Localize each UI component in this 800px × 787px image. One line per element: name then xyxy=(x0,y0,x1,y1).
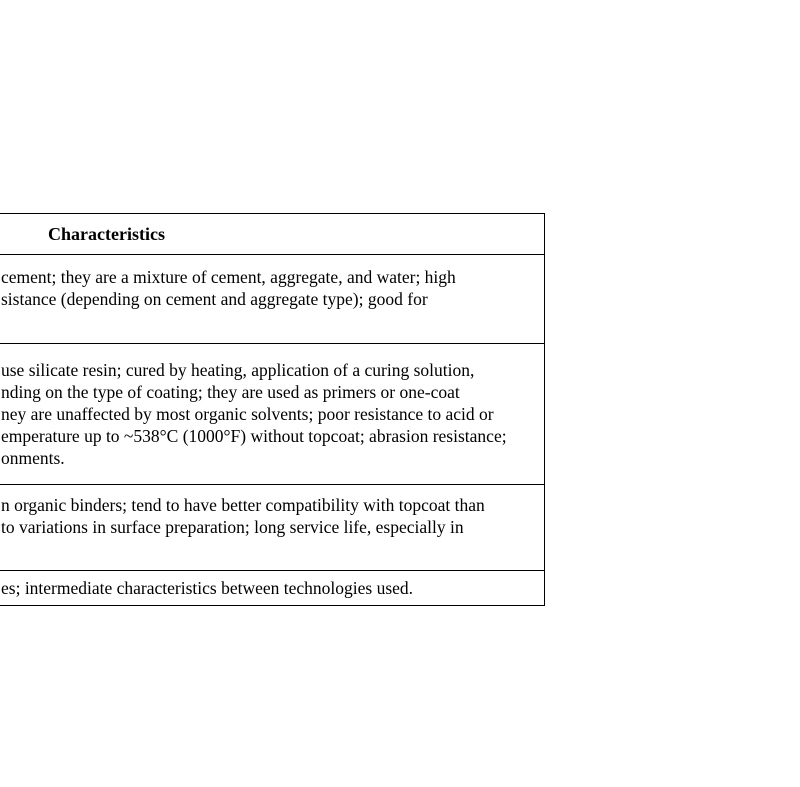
table-header-row xyxy=(0,214,544,255)
row-1-line-2: sistance (depending on cement and aggregate type); good for xyxy=(1,289,428,309)
row-2-line-2: nding on the type of coating; they are used as primers or one-coat xyxy=(1,382,460,402)
row-2-line-4: emperature up to ~538°C (1000°F) without topcoat; abrasion resistance; xyxy=(1,426,507,446)
row-3-line-2: to variations in surface preparation; long service life, especially in xyxy=(1,517,464,537)
row-2-line-1: use silicate resin; cured by heating, application of a curing solution, xyxy=(1,360,475,380)
table-row xyxy=(0,255,544,344)
row-1-line-1: cement; they are a mixture of cement, aggregate, and water; high xyxy=(1,267,456,287)
row-4-line-1: es; intermediate characteristics between technologies used. xyxy=(1,578,414,598)
table-row xyxy=(0,571,544,606)
row-3-line-1: n organic binders; tend to have better compatibility with topcoat than xyxy=(1,495,485,515)
characteristics-table-viewport xyxy=(0,213,545,606)
table-row xyxy=(0,344,544,485)
row-2-line-3: ney are unaffected by most organic solvents; poor resistance to acid or xyxy=(1,404,494,424)
column-header-characteristics: Characteristics xyxy=(48,224,165,244)
row-2-line-5: onments. xyxy=(1,448,65,468)
characteristics-table xyxy=(0,213,545,606)
table-row xyxy=(0,485,544,571)
